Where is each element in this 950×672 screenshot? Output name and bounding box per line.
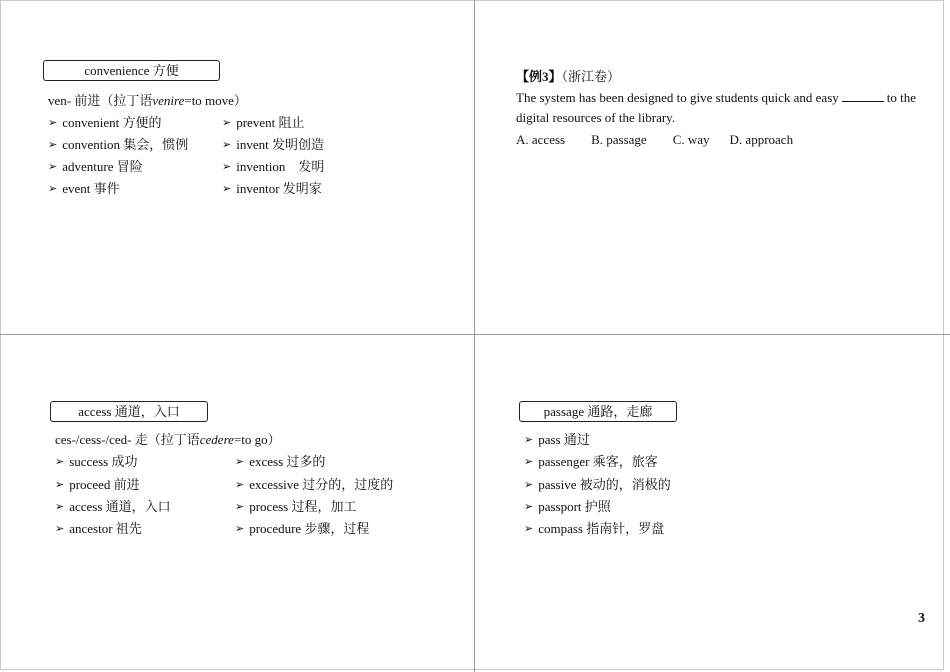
root-word: venire — [152, 93, 185, 108]
page-number: 3 — [918, 611, 925, 626]
root-prefix: ces-/cess-/ced- 走（拉丁语 — [55, 432, 200, 447]
example-source: （浙江卷） — [561, 69, 621, 84]
word-item: ➢ success 成功 — [55, 454, 137, 471]
passage-label-box: passage 通路，走廊 — [519, 401, 677, 422]
word-item: ➢ ancestor 祖先 — [55, 521, 142, 538]
word-item: ➢ inventor 发明家 — [222, 181, 322, 198]
word-item: ➢ passport 护照 — [524, 499, 611, 516]
word-item: ➢ passenger 乘客，旅客 — [524, 454, 658, 471]
example-title: 【例3】 — [516, 69, 562, 84]
ces-root-line — [55, 432, 281, 448]
option-a: A. access — [516, 132, 566, 147]
word-item: ➢ excess 过多的 — [235, 454, 325, 471]
access-label-box: access 通道，入口 — [50, 401, 208, 422]
word-item: ➢ process 过程，加工 — [235, 499, 356, 516]
convenience-label-box: convenience 方便 — [43, 60, 220, 81]
answer-blank — [842, 88, 884, 102]
answer-options — [516, 132, 819, 148]
word-item: ➢ invention 发明 — [222, 159, 324, 176]
word-item: ➢ excessive 过分的，过度的 — [235, 477, 393, 494]
sentence-line2: digital resources of the library. — [516, 110, 676, 125]
horizontal-divider — [0, 334, 950, 335]
sentence-part2: to the — [886, 90, 917, 105]
word-item: ➢ event 事件 — [48, 181, 120, 198]
word-item: ➢ adventure 冒险 — [48, 159, 143, 176]
option-c: C. way — [672, 132, 710, 147]
sentence-part1: The system has been designed to give students quick and easy — [516, 90, 839, 105]
word-item: ➢ prevent 阻止 — [222, 115, 304, 132]
root-prefix: ven- 前进（拉丁语 — [48, 93, 153, 108]
word-item: ➢ convenient 方便的 — [48, 115, 162, 132]
question-sentence — [516, 88, 916, 128]
root-suffix: =to move） — [184, 93, 247, 108]
option-b: B. passage — [591, 132, 647, 147]
word-item: ➢ pass 通过 — [524, 432, 590, 449]
vertical-divider — [474, 0, 475, 672]
word-item: ➢ access 通道，入口 — [55, 499, 171, 516]
option-d: D. approach — [729, 132, 794, 147]
word-item: ➢ invent 发明创造 — [222, 137, 324, 154]
root-word: cedere — [199, 432, 234, 447]
word-item: ➢ procedure 步骤，过程 — [235, 521, 369, 538]
word-item: ➢ convention 集会，惯例 — [48, 137, 188, 154]
ven-root-line — [48, 93, 247, 109]
word-item: ➢ compass 指南针，罗盘 — [524, 521, 664, 538]
word-item: ➢ proceed 前进 — [55, 477, 140, 494]
root-suffix: =to go） — [233, 432, 281, 447]
example-heading — [516, 66, 620, 85]
word-item: ➢ passive 被动的，消极的 — [524, 477, 671, 494]
